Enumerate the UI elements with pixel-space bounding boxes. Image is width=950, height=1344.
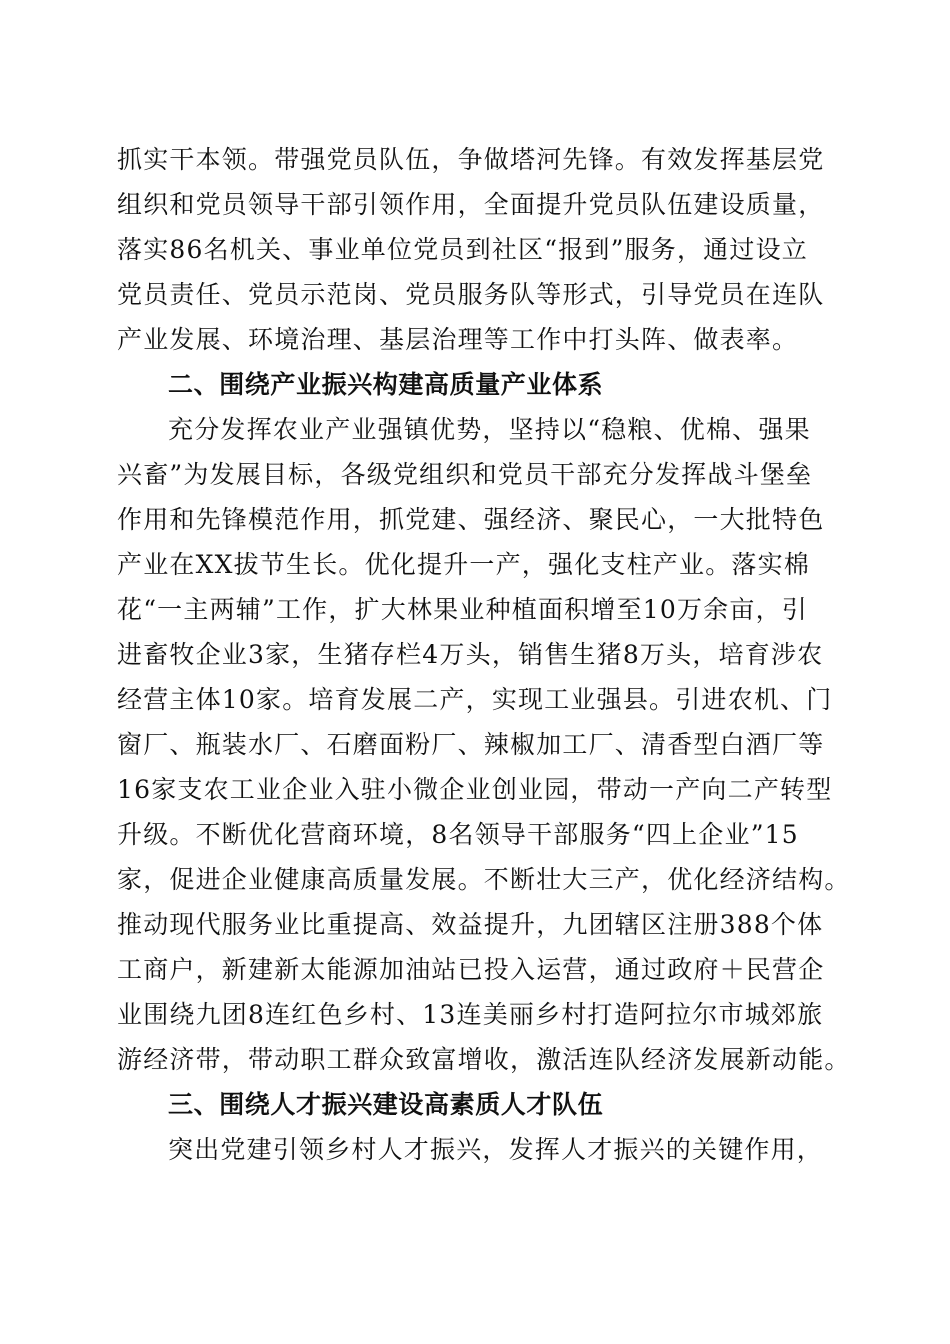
- paragraph-2-line-5: 花“一主两辅”工作，扩大林果业种植面积增至10万余亩，引: [117, 595, 808, 624]
- paragraph-2-line-10: 升级。不断优化营商环境，8名领导干部服务“四上企业”15: [117, 820, 799, 849]
- paragraph-2-line-14: 业围绕九团8连红色乡村、13连美丽乡村打造阿拉尔市城郊旅: [117, 1000, 824, 1029]
- paragraph-2-line-11: 家，促进企业健康高质量发展。不断壮大三产，优化经济结构。: [117, 865, 851, 894]
- section-heading-3: 三、围绕人才振兴建设高素质人才队伍: [168, 1090, 604, 1119]
- paragraph-1-line-4: 党员责任、党员示范岗、党员服务队等形式，引导党员在连队: [117, 280, 825, 309]
- paragraph-1-line-5: 产业发展、环境治理、基层治理等工作中打头阵、做表率。: [117, 325, 799, 354]
- paragraph-2-line-12: 推动现代服务业比重提高、效益提升，九团辖区注册388个体: [117, 910, 824, 939]
- paragraph-2-line-15: 游经济带，带动职工群众致富增收，激活连队经济发展新动能。: [117, 1045, 851, 1074]
- paragraph-2-line-2: 兴畜”为发展目标，各级党组织和党员干部充分发挥战斗堡垒: [117, 460, 813, 489]
- paragraph-2-line-9: 16家支农工业企业入驻小微企业创业园，带动一产向二产转型: [117, 775, 833, 804]
- paragraph-2-line-6: 进畜牧企业3家，生猪存栏4万头，销售生猪8万头，培育涉农: [117, 640, 824, 669]
- paragraph-2-line-8: 窗厂、瓶装水厂、石磨面粉厂、辣椒加工厂、清香型白酒厂等: [117, 730, 825, 759]
- paragraph-3-line-1: 突出党建引领乡村人才振兴，发挥人才振兴的关键作用，: [168, 1135, 824, 1164]
- paragraph-2-line-7: 经营主体10家。培育发展二产，实现工业强县。引进农机、门: [117, 685, 833, 714]
- paragraph-1-line-2: 组织和党员领导干部引领作用，全面提升党员队伍建设质量，: [117, 190, 825, 219]
- paragraph-2-line-3: 作用和先锋模范作用，抓党建、强经济、聚民心，一大批特色: [117, 505, 825, 534]
- paragraph-1-line-3: 落实86名机关、事业单位党员到社区“报到”服务，通过设立: [117, 235, 808, 264]
- paragraph-2-line-4: 产业在XX拔节生长。优化提升一产，强化支柱产业。落实棉: [117, 550, 810, 579]
- paragraph-2-line-1: 充分发挥农业产业强镇优势，坚持以“稳粮、优棉、强果: [168, 415, 811, 444]
- section-heading-2: 二、围绕产业振兴构建高质量产业体系: [168, 370, 604, 399]
- paragraph-2-line-13: 工商户，新建新太能源加油站已投入运营，通过政府＋民营企: [117, 955, 825, 984]
- paragraph-1-line-1: 抓实干本领。带强党员队伍，争做塔河先锋。有效发挥基层党: [117, 145, 825, 174]
